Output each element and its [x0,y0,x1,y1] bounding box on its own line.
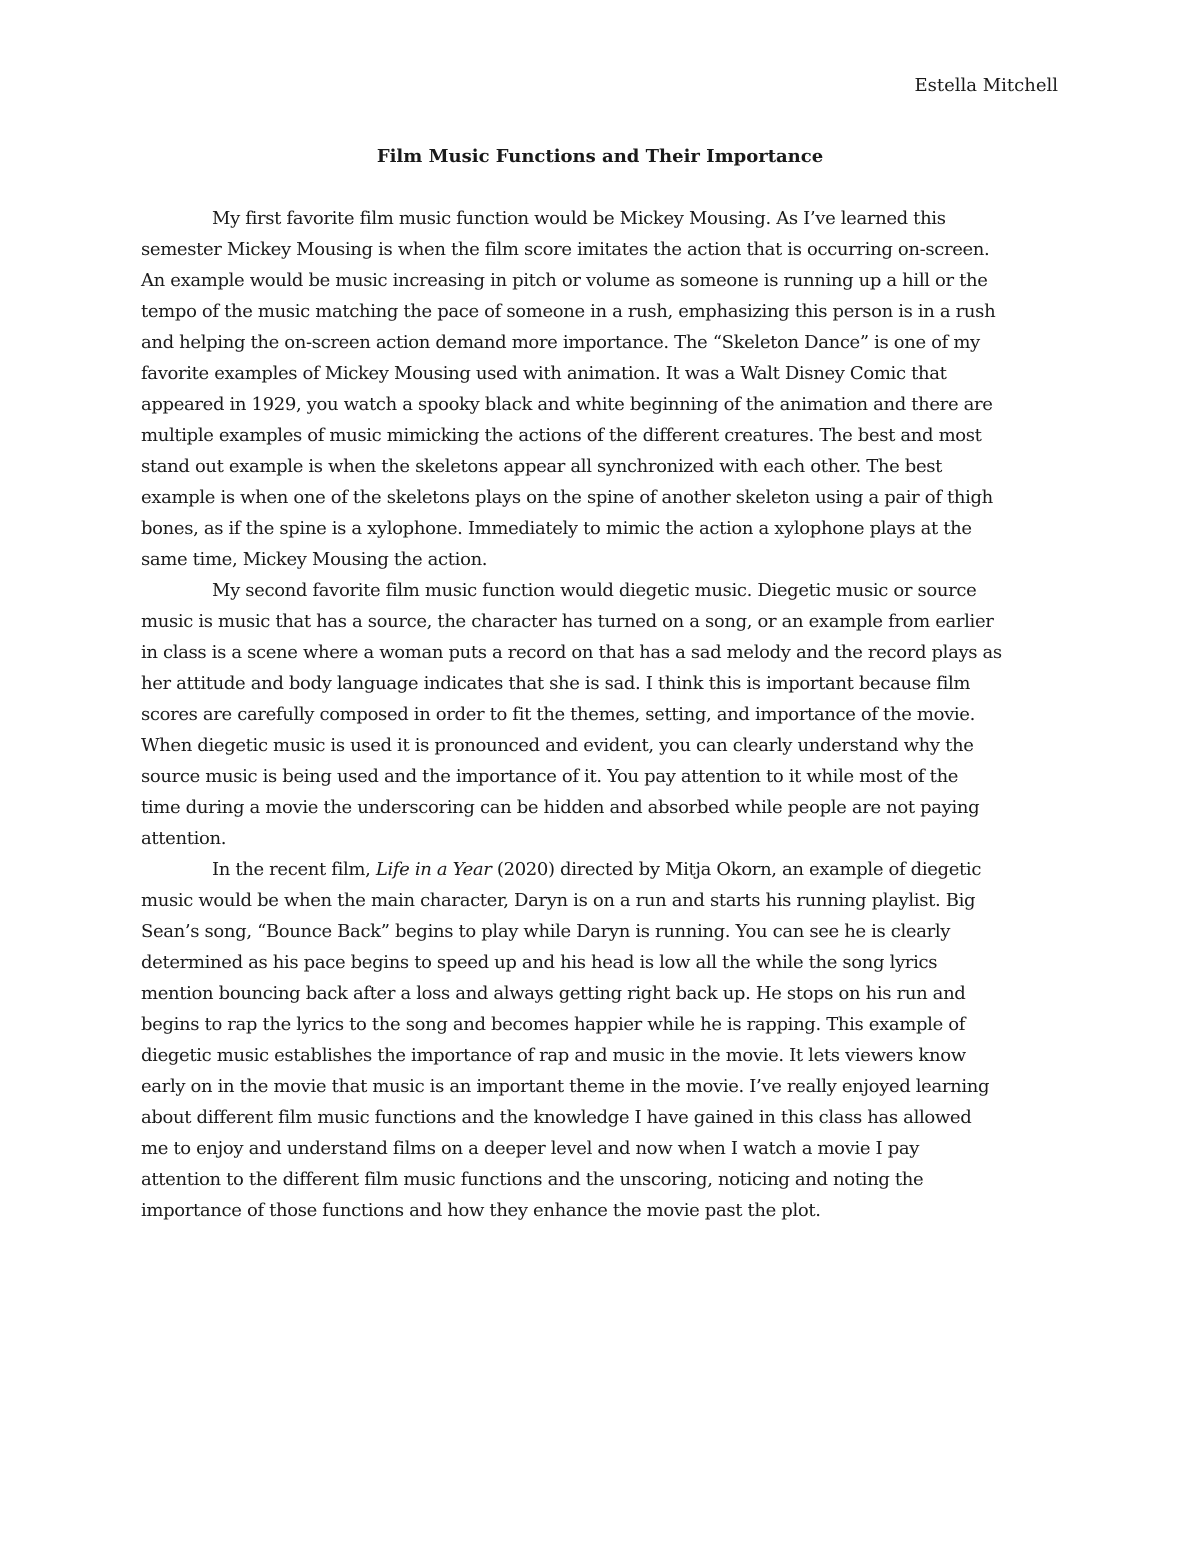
text-line: multiple examples of music mimicking the actions of the different creatures. The best and most [141,425,982,446]
text-run: (2020) directed by Mitja Okorn, an example of diegetic [491,859,982,880]
text-line: appeared in 1929, you watch a spooky black and white beginning of the animation and there are [141,394,993,415]
text-line: her attitude and body language indicates that she is sad. I think this is important because film [141,673,971,694]
text-line: My second favorite film music function would diegetic music. Diegetic music or source [212,580,977,601]
paragraph-3 [141,854,1081,1226]
text-line: time during a movie the underscoring can be hidden and absorbed while people are not paying [141,797,980,818]
text-line: music would be when the main character, Daryn is on a run and starts his running playlist. Big [141,890,976,911]
text-line: music is music that has a source, the character has turned on a song, or an example from earlier [141,611,994,632]
text-line: importance of those functions and how they enhance the movie past the plot. [141,1200,821,1221]
text-line: attention to the different film music functions and the unscoring, noticing and noting the [141,1169,924,1190]
text-line: mention bouncing back after a loss and always getting right back up. He stops on his run and [141,983,966,1004]
author-name: Estella Mitchell [914,75,1058,96]
text-line [141,854,1081,885]
text-line: scores are carefully composed in order to fit the themes, setting, and importance of the movie. [141,704,975,725]
text-line: Sean’s song, “Bounce Back” begins to play while Daryn is running. You can see he is clearly [141,921,951,942]
film-title: Life in a Year [375,859,492,880]
document-body [141,203,1081,1226]
text-line: about different film music functions and the knowledge I have gained in this class has allowed [141,1107,972,1128]
text-line: and helping the on-screen action demand more importance. The “Skeleton Dance” is one of my [141,332,980,353]
text-line: stand out example is when the skeletons appear all synchronized with each other. The best [141,456,943,477]
text-line: favorite examples of Mickey Mousing used with animation. It was a Walt Disney Comic that [141,363,947,384]
text-line: me to enjoy and understand films on a deeper level and now when I watch a movie I pay [141,1138,920,1159]
text-line: source music is being used and the importance of it. You pay attention to it while most of the [141,766,959,787]
text-line: semester Mickey Mousing is when the film score imitates the action that is occurring on-screen. [141,239,990,260]
document-title: Film Music Functions and Their Importance [376,146,824,167]
paragraph-2 [141,575,1081,854]
text-line: bones, as if the spine is a xylophone. Immediately to mimic the action a xylophone plays at the [141,518,972,539]
text-line: An example would be music increasing in pitch or volume as someone is running up a hill or the [141,270,988,291]
text-line: in class is a scene where a woman puts a record on that has a sad melody and the record plays as [141,642,1002,663]
text-line: begins to rap the lyrics to the song and becomes happier while he is rapping. This example of [141,1014,966,1035]
text-line: example is when one of the skeletons plays on the spine of another skeleton using a pair of thigh [141,487,993,508]
text-line: early on in the movie that music is an important theme in the movie. I’ve really enjoyed learning [141,1076,990,1097]
text-line: tempo of the music matching the pace of someone in a rush, emphasizing this person is in a rush [141,301,996,322]
text-line: same time, Mickey Mousing the action. [141,549,488,570]
text-line: determined as his pace begins to speed up and his head is low all the while the song lyrics [141,952,938,973]
paragraph-1 [141,203,1081,575]
text-line: attention. [141,828,227,849]
text-line: diegetic music establishes the importance of rap and music in the movie. It lets viewers know [141,1045,966,1066]
text-run: In the recent film, [212,859,376,880]
text-line: My first favorite film music function would be Mickey Mousing. As I’ve learned this [212,208,946,229]
text-line: When diegetic music is used it is pronounced and evident, you can clearly understand why the [141,735,974,756]
